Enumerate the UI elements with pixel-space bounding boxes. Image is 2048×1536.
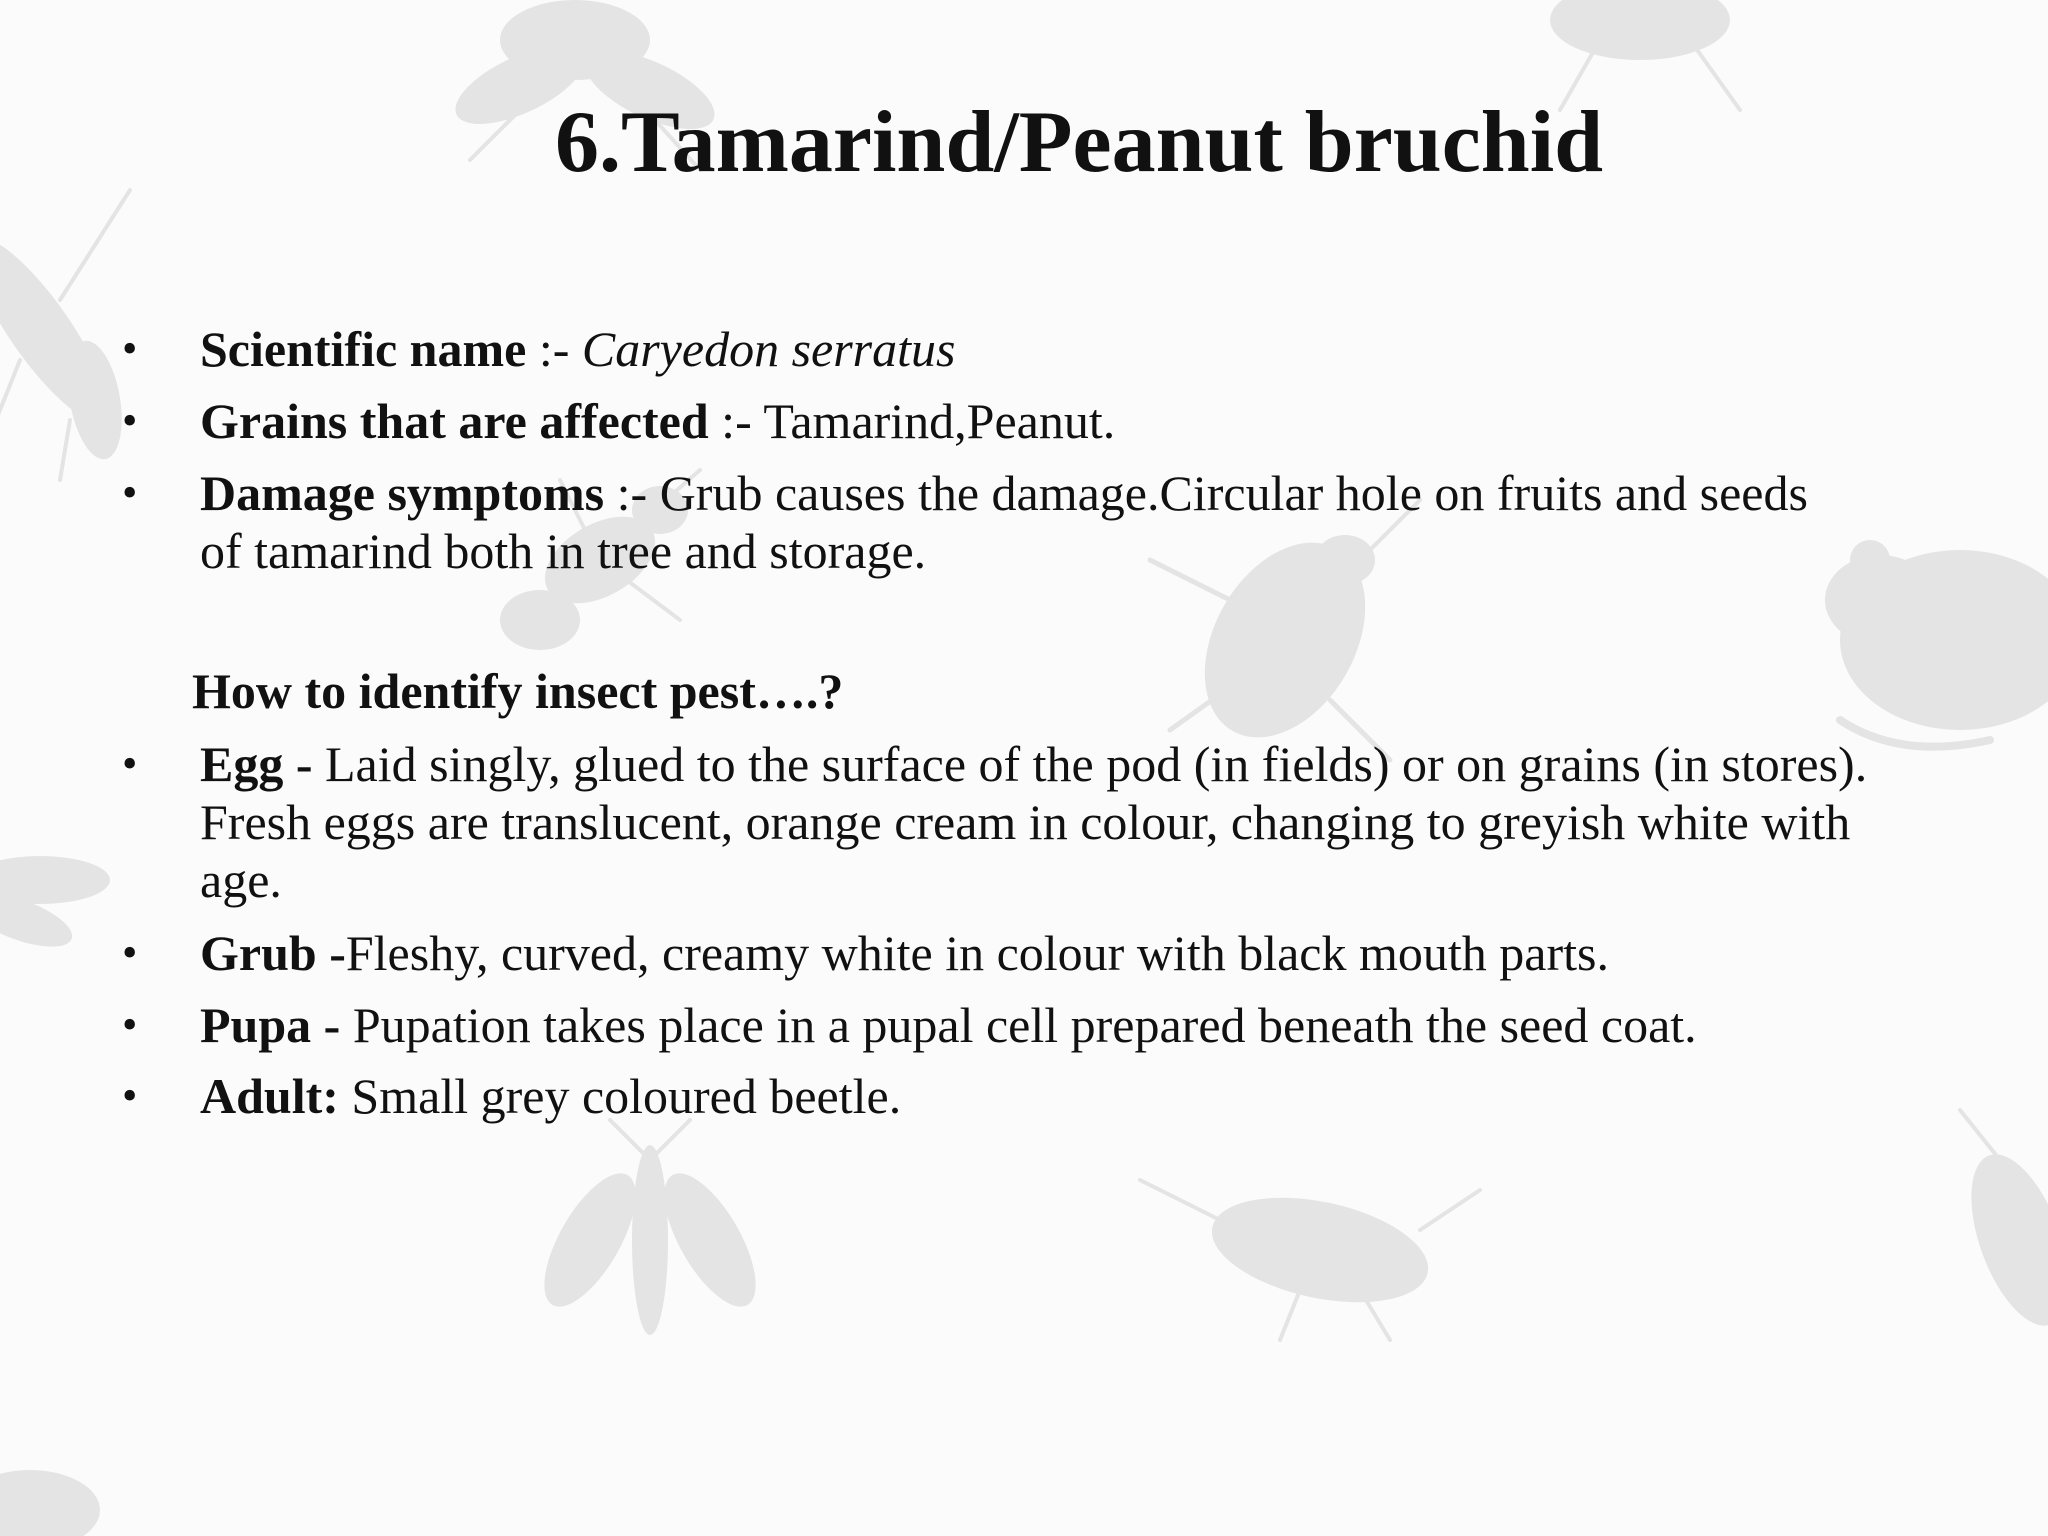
item-text — [200, 1067, 1920, 1125]
item-label: Adult: — [200, 1068, 352, 1124]
item-text — [200, 320, 1920, 378]
bullet: • — [122, 324, 138, 373]
scientific-name-value: Caryedon serratus — [581, 321, 956, 377]
item-text — [200, 392, 1920, 450]
item-label: Damage symptoms — [200, 465, 605, 521]
damage-symptoms-value: Grub causes the damage.Circular hole on fruits and seeds of tamarind both in tree and storage. — [200, 465, 1808, 579]
item-label: Grub - — [200, 925, 346, 981]
item-text — [200, 924, 1920, 982]
pupa-description: Pupation takes place in a pupal cell prepared beneath the seed coat. — [352, 997, 1697, 1053]
bullet: • — [122, 928, 138, 977]
item-separator: :- — [526, 321, 582, 377]
item-label: Scientific name — [200, 321, 527, 377]
egg-description: Laid singly, glued to the surface of the pod (in fields) or on grains (in stores). Fresh eggs are translucent, orange cream in colour, changing to greyish white with age. — [200, 736, 1868, 908]
item-separator: :- — [604, 465, 660, 521]
slide-title: 6.Tamarind/Peanut bruchid — [555, 94, 1604, 191]
item-text — [200, 464, 1820, 580]
item-separator: :- — [708, 393, 764, 449]
adult-description: Small grey coloured beetle. — [351, 1068, 902, 1124]
item-label: Pupa - — [200, 997, 353, 1053]
bullet: • — [122, 396, 138, 445]
item-text — [200, 735, 1930, 909]
grub-description: Fleshy, curved, creamy white in colour with black mouth parts. — [345, 925, 1609, 981]
identify-heading: How to identify insect pest….? — [192, 663, 844, 719]
grains-affected-value: Tamarind,Peanut. — [763, 393, 1116, 449]
item-label: Egg - — [200, 736, 325, 792]
item-text — [200, 996, 1920, 1054]
bullet: • — [122, 468, 138, 517]
bullet: • — [122, 1071, 138, 1120]
item-label: Grains that are affected — [200, 393, 709, 449]
bullet: • — [122, 739, 138, 788]
bullet: • — [122, 1000, 138, 1049]
